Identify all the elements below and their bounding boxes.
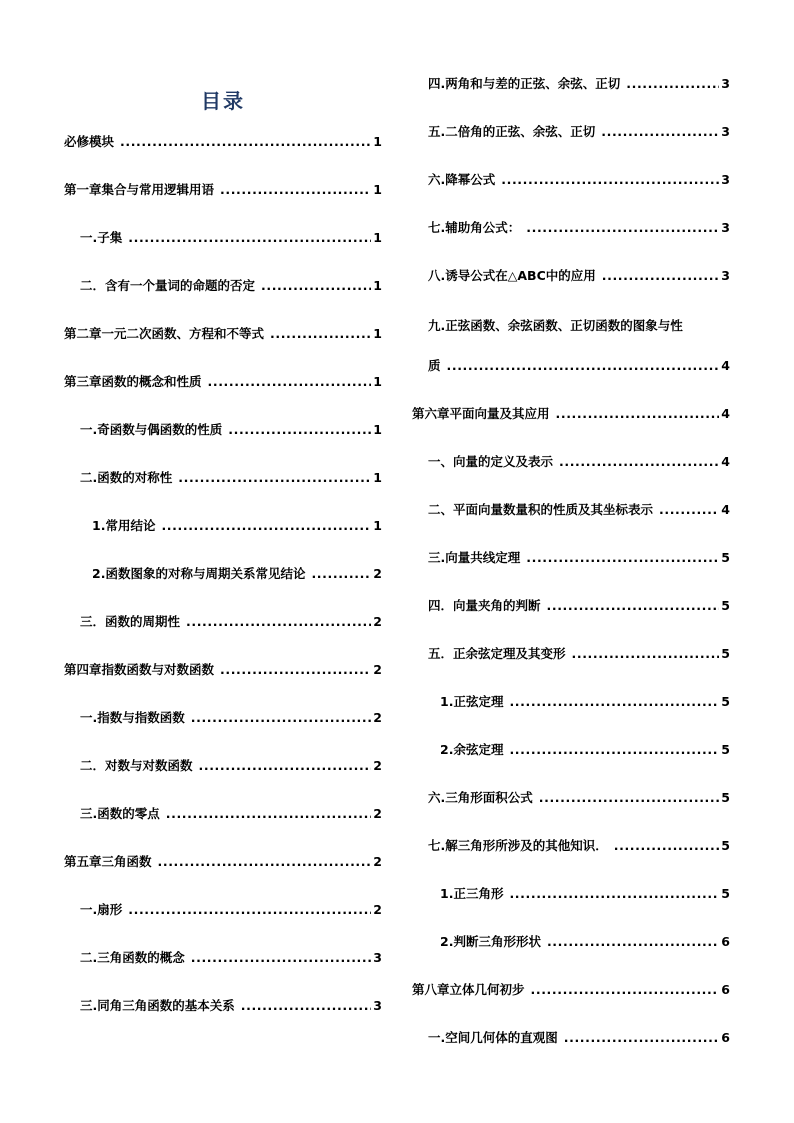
toc-page-number: 3 <box>721 220 730 235</box>
toc-entry-title: 必修模块 <box>64 134 115 149</box>
toc-dot-leader <box>559 453 719 471</box>
toc-dot-leader <box>531 981 720 999</box>
toc-entry-title: 第一章集合与常用逻辑用语 <box>64 182 215 197</box>
toc-page-number: 2 <box>373 806 382 821</box>
toc-page-number: 2 <box>373 662 382 677</box>
toc-dot-leader <box>626 75 719 93</box>
toc-entry-title: 第四章指数函数与对数函数 <box>64 662 215 677</box>
toc-dot-leader <box>241 997 372 1015</box>
toc-entry-title: 二.三角函数的概念 <box>80 950 185 965</box>
toc-dot-leader <box>526 219 719 237</box>
toc-entry[interactable] <box>428 645 730 663</box>
toc-entry[interactable] <box>428 317 730 335</box>
toc-entry-title: 二．含有一个量词的命题的否定 <box>80 278 256 293</box>
toc-page-number: 3 <box>373 998 382 1013</box>
toc-entry[interactable] <box>428 357 730 375</box>
toc-entry[interactable] <box>80 277 382 295</box>
toc-entry-title: 六.降幂公式 <box>428 172 496 187</box>
toc-title: 目录 <box>201 89 245 113</box>
toc-page-number: 1 <box>373 278 382 293</box>
toc-dot-leader <box>311 565 371 583</box>
toc-entry[interactable] <box>440 741 730 759</box>
toc-dot-leader <box>186 613 371 631</box>
toc-entry-title: 一.指数与指数函数 <box>80 710 185 725</box>
toc-entry[interactable] <box>80 469 382 487</box>
toc-entry[interactable] <box>64 325 382 343</box>
toc-entry[interactable] <box>440 933 730 951</box>
toc-dot-leader <box>601 123 719 141</box>
toc-entry[interactable] <box>64 661 382 679</box>
toc-entry[interactable] <box>80 757 382 775</box>
toc-entry-title: 第五章三角函数 <box>64 854 152 869</box>
toc-page-number: 4 <box>721 502 730 517</box>
toc-page-number: 4 <box>721 358 730 373</box>
toc-entry-title: 九.正弦函数、余弦函数、正切函数的图象与性 <box>428 318 683 333</box>
toc-entry-title: 第三章函数的概念和性质 <box>64 374 202 389</box>
toc-page-number: 5 <box>721 790 730 805</box>
toc-entry-title: 1.正弦定理 <box>440 694 504 709</box>
toc-entry-title: 五．正余弦定理及其变形 <box>428 646 566 661</box>
toc-dot-leader <box>166 805 372 823</box>
toc-entry[interactable] <box>428 789 730 807</box>
toc-entry[interactable] <box>80 949 382 967</box>
toc-entry[interactable] <box>92 565 382 583</box>
toc-entry[interactable] <box>428 597 730 615</box>
toc-entry-title: 一.子集 <box>80 230 123 245</box>
toc-page-number: 1 <box>373 134 382 149</box>
toc-page-number: 6 <box>721 934 730 949</box>
toc-page-number: 1 <box>373 374 382 389</box>
toc-entry[interactable] <box>80 613 382 631</box>
toc-dot-leader <box>220 661 371 679</box>
toc-entry[interactable] <box>412 981 730 999</box>
toc-entry[interactable] <box>440 885 730 903</box>
toc-entry[interactable] <box>428 501 730 519</box>
toc-page-number: 6 <box>721 1030 730 1045</box>
toc-entry-title: 六.三角形面积公式 <box>428 790 533 805</box>
toc-dot-leader <box>220 181 371 199</box>
toc-entry-title: 一.奇函数与偶函数的性质 <box>80 422 223 437</box>
toc-entry-title: 七.辅助角公式： <box>428 220 521 235</box>
toc-entry-title: 八.诱导公式在△ABC中的应用 <box>428 268 596 283</box>
toc-dot-leader <box>614 837 720 855</box>
toc-dot-leader <box>539 789 720 807</box>
toc-entry-title: 四.两角和与差的正弦、余弦、正切 <box>428 76 621 91</box>
toc-dot-leader <box>228 421 371 439</box>
toc-page-number: 1 <box>373 470 382 485</box>
toc-entry-title: 2.余弦定理 <box>440 742 504 757</box>
toc-dot-leader <box>208 373 372 391</box>
toc-page-number: 3 <box>721 268 730 283</box>
toc-entry-title: 1.正三角形 <box>440 886 504 901</box>
toc-entry[interactable] <box>64 373 382 391</box>
toc-page-number: 1 <box>373 182 382 197</box>
toc-entry[interactable] <box>428 1029 730 1047</box>
toc-page-number: 4 <box>721 406 730 421</box>
toc-entry[interactable] <box>80 709 382 727</box>
toc-entry[interactable] <box>80 421 382 439</box>
toc-entry-title: 第八章立体几何初步 <box>412 982 525 997</box>
toc-page-number: 5 <box>721 886 730 901</box>
toc-dot-leader <box>526 549 719 567</box>
toc-dot-leader <box>161 517 371 535</box>
toc-entry-title: 四．向量夹角的判断 <box>428 598 541 613</box>
toc-page-number: 1 <box>373 518 382 533</box>
toc-page-number: 3 <box>721 76 730 91</box>
toc-page-number: 3 <box>721 124 730 139</box>
toc-dot-leader <box>158 853 372 871</box>
toc-page-number: 5 <box>721 646 730 661</box>
toc-entry-title: 一.扇形 <box>80 902 123 917</box>
toc-dot-leader <box>261 277 371 295</box>
toc-entry[interactable] <box>92 517 382 535</box>
toc-dot-leader <box>509 885 719 903</box>
toc-dot-leader <box>128 229 371 247</box>
toc-dot-leader <box>572 645 720 663</box>
toc-entry-title: 2.函数图象的对称与周期关系常见结论 <box>92 566 306 581</box>
toc-page-number: 3 <box>373 950 382 965</box>
toc-page-number: 2 <box>373 710 382 725</box>
toc-dot-leader <box>509 741 719 759</box>
toc-dot-leader <box>501 171 719 189</box>
toc-entry-title: 三．函数的周期性 <box>80 614 181 629</box>
toc-dot-leader <box>556 405 720 423</box>
toc-entry-title: 1.常用结论 <box>92 518 156 533</box>
toc-page-number: 2 <box>373 758 382 773</box>
toc-entry[interactable] <box>440 693 730 711</box>
toc-entry[interactable] <box>428 549 730 567</box>
toc-entry[interactable] <box>64 853 382 871</box>
toc-dot-leader <box>120 133 371 151</box>
toc-entry[interactable] <box>80 229 382 247</box>
toc-entry-title: 一.空间几何体的直观图 <box>428 1030 558 1045</box>
toc-entry[interactable] <box>64 133 382 151</box>
toc-entry-title: 第六章平面向量及其应用 <box>412 406 550 421</box>
toc-entry[interactable] <box>64 181 382 199</box>
toc-dot-leader <box>191 949 372 967</box>
toc-dot-leader <box>602 267 720 285</box>
toc-page-number: 5 <box>721 550 730 565</box>
toc-page-number: 5 <box>721 838 730 853</box>
toc-entry-title: 三.同角三角函数的基本关系 <box>80 998 235 1013</box>
toc-entry[interactable] <box>80 901 382 919</box>
toc-entry-title: 一、向量的定义及表示 <box>428 454 554 469</box>
toc-entry[interactable] <box>428 453 730 471</box>
toc-entry-title: 第二章一元二次函数、方程和不等式 <box>64 326 265 341</box>
toc-page-number: 6 <box>721 982 730 997</box>
toc-entry-title: 三.向量共线定理 <box>428 550 521 565</box>
toc-dot-leader <box>659 501 719 519</box>
toc-dot-leader <box>564 1029 720 1047</box>
toc-entry-title: 二.函数的对称性 <box>80 470 173 485</box>
toc-entry[interactable] <box>80 805 382 823</box>
toc-dot-leader <box>547 933 719 951</box>
toc-entry[interactable] <box>428 219 730 237</box>
toc-dot-leader <box>547 597 720 615</box>
toc-page-number: 5 <box>721 694 730 709</box>
toc-dot-leader <box>270 325 371 343</box>
toc-entry[interactable] <box>428 171 730 189</box>
toc-dot-leader <box>447 357 720 375</box>
toc-entry-title: 二．对数与对数函数 <box>80 758 193 773</box>
toc-entry[interactable] <box>428 837 730 855</box>
toc-entry[interactable] <box>412 405 730 423</box>
toc-entry-title: 三.函数的零点 <box>80 806 160 821</box>
toc-entry-title: 五.二倍角的正弦、余弦、正切 <box>428 124 596 139</box>
toc-entry[interactable] <box>80 997 382 1015</box>
toc-page-number: 4 <box>721 454 730 469</box>
toc-entry-title: 2.判断三角形形状 <box>440 934 541 949</box>
toc-entry-title: 二、平面向量数量积的性质及其坐标表示 <box>428 502 654 517</box>
toc-dot-leader <box>191 709 372 727</box>
toc-page-number: 1 <box>373 422 382 437</box>
toc-page-number: 2 <box>373 902 382 917</box>
toc-dot-leader <box>128 901 371 919</box>
toc-page-number: 2 <box>373 854 382 869</box>
toc-page-number: 5 <box>721 742 730 757</box>
toc-entry[interactable] <box>428 267 730 285</box>
toc-page-number: 3 <box>721 172 730 187</box>
toc-page-number: 5 <box>721 598 730 613</box>
toc-dot-leader <box>178 469 371 487</box>
toc-page-number: 2 <box>373 566 382 581</box>
toc-entry-title: 七.解三角形所涉及的其他知识． <box>428 838 608 853</box>
toc-page-number: 1 <box>373 230 382 245</box>
toc-page-number: 2 <box>373 614 382 629</box>
toc-entry-title: 质 <box>428 358 441 373</box>
toc-entry[interactable] <box>428 75 730 93</box>
toc-entry[interactable] <box>428 123 730 141</box>
toc-page-number: 1 <box>373 326 382 341</box>
toc-dot-leader <box>509 693 719 711</box>
toc-dot-leader <box>199 757 372 775</box>
